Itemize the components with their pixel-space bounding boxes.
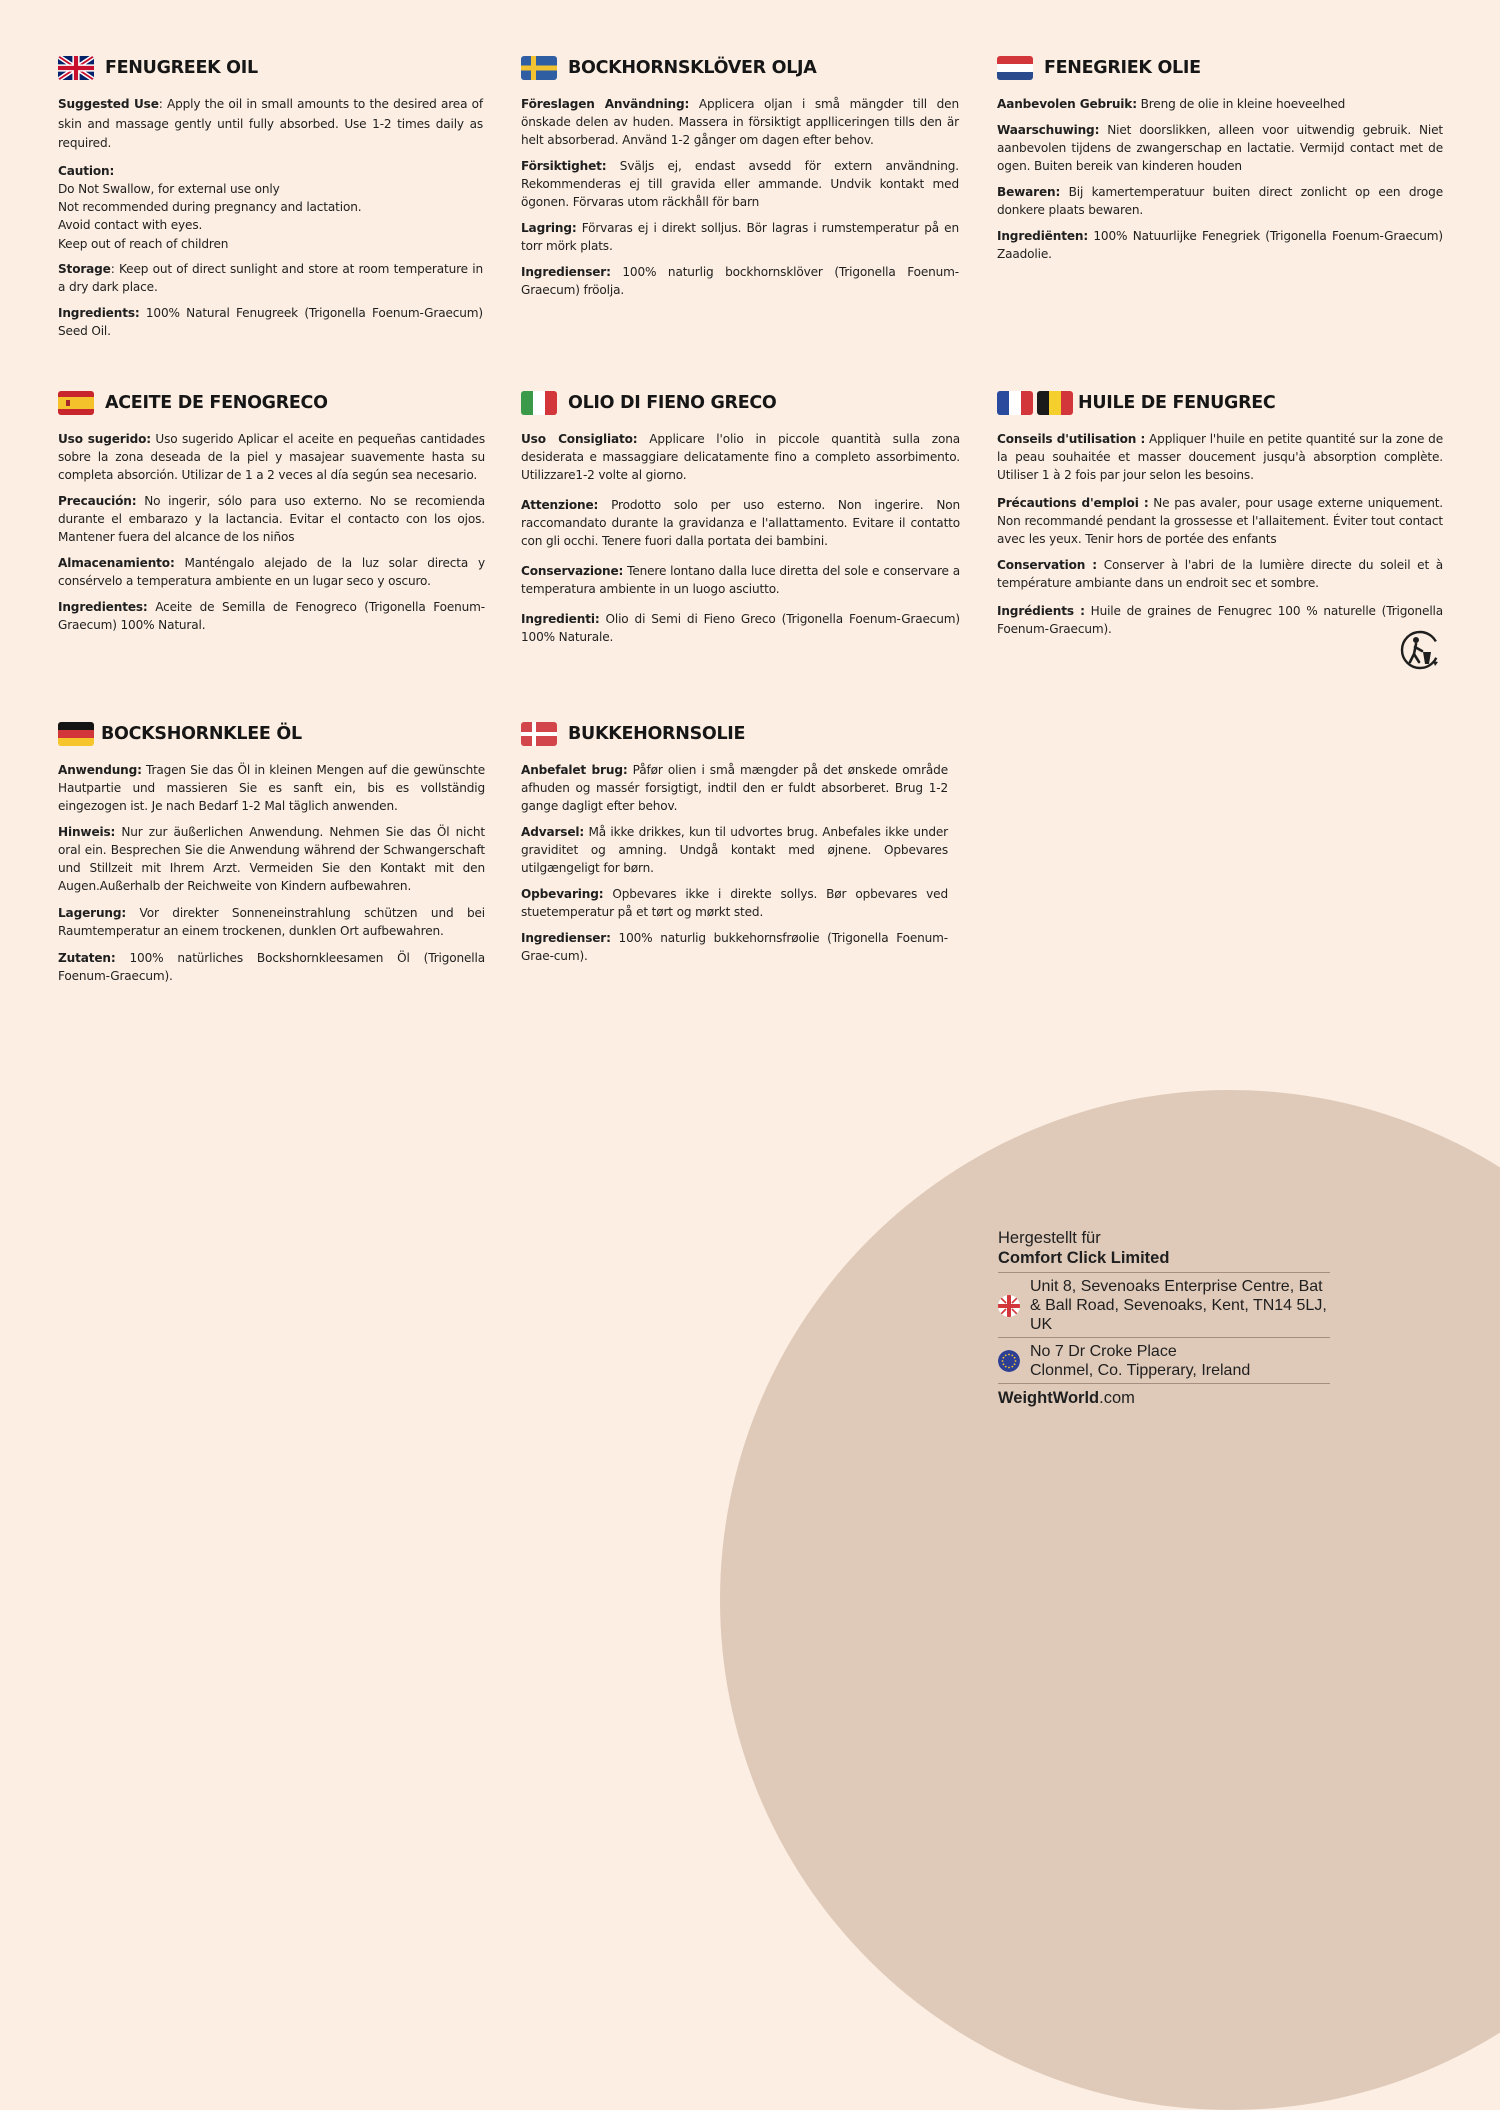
eu-address: No 7 Dr Croke Place Clonmel, Co. Tipperary, Ireland [1030, 1343, 1251, 1379]
section-german [58, 719, 485, 993]
storage-paragraph: Storage: Keep out of direct sunlight and store at room temperature in a dry dark place. [58, 261, 483, 294]
storage-paragraph: Opbevaring: Opbevares ikke i direkte sollys. Bør opbevares ved stuetemperatur på et tørt og mørkt sted. [521, 887, 948, 919]
uk-flag-icon [998, 1295, 1020, 1317]
section-danish [521, 719, 948, 973]
manufacturer-heading: Hergestellt für [998, 1229, 1101, 1247]
germany-flag-icon [58, 722, 94, 746]
section-italian [521, 388, 960, 654]
caution-paragraph: Hinweis: Nur zur äußerlichen Anwendung. Nehmen Sie das Öl nicht oral ein. Besprechen Sie die Anwendung während der Schwangerschaft und Stillzeit mit Ihrem Arzt. Vermeiden Sie den Kontakt mit den Augen.Außerhalb der Reichweite von Kindern aufbewahren. [58, 825, 485, 893]
storage-paragraph: Conservazione: Tenere lontano dalla luce diretta del sole e conservare a temperatura ambiente in un luogo asciutto. [521, 564, 960, 596]
caution-line: Not recommended during pregnancy and lactation. [58, 200, 362, 215]
storage-paragraph: Conservation : Conserver à l'abri de la lumière directe du soleil et à température ambiante dans un endroit sec et sombre. [997, 558, 1443, 590]
spain-flag-icon [58, 391, 94, 415]
manufacturer-company: Comfort Click Limited [998, 1249, 1170, 1267]
section-dutch [997, 53, 1443, 271]
italy-flag-icon [521, 391, 557, 415]
ingredients-paragraph: Ingredienti: Olio di Semi di Fieno Greco (Trigonella Foenum-Graecum) 100% Naturale. [521, 612, 960, 644]
ingredients-paragraph: Ingredienser: 100% naturlig bukkehornsfrøolie (Trigonella Foenum-Grae-cum). [521, 931, 948, 963]
section-swedish [521, 53, 959, 307]
eu-flag-icon [998, 1350, 1020, 1372]
ingredients-paragraph: Zutaten: 100% natürliches Bockshornkleesamen Öl (Trigonella Foenum-Graecum). [58, 951, 485, 983]
suggested-use-paragraph: Anwendung: Tragen Sie das Öl in kleinen Mengen auf die gewünschte Hautpartie und massieren Sie es sanft ein, bis es vollständig eingezogen ist. Je nach Bedarf 1-2 Mal täglich anwenden. [58, 763, 485, 813]
belgium-flag-icon [1037, 391, 1073, 415]
section-title: BOCKHORNSKLÖVER OLJA [568, 58, 817, 78]
section-header [58, 388, 485, 418]
caution-paragraph: Waarschuwing: Niet doorslikken, alleen voor uitwendig gebruik. Niet aanbevolen tijdens de zwangerschap en lactatie. Vermijd contact met de ogen. Buiten bereik van kinderen houden [997, 123, 1443, 173]
section-header [521, 719, 948, 749]
caution-line: Avoid contact with eyes. [58, 218, 203, 233]
section-header [521, 53, 959, 83]
section-spanish [58, 388, 485, 642]
ingredients-paragraph: Ingrédients : Huile de graines de Fenugrec 100 % naturelle (Trigonella Foenum-Graecum). [997, 604, 1444, 636]
uk-address: Unit 8, Sevenoaks Enterprise Centre, Bat & Ball Road, Sevenoaks, Kent, TN14 5LJ, UK [1030, 1278, 1327, 1333]
eu-address-row [998, 1337, 1330, 1383]
suggested-use-paragraph: Conseils d'utilisation : Appliquer l'huile en petite quantité sur la zone de la peau souhaitée et masser doucement jusqu'à absorption complète. Utiliser 1 à 2 fois par jour selon les besoins. [997, 432, 1443, 482]
manufacturer-block [998, 1229, 1330, 1408]
section-header [997, 53, 1443, 83]
ingredients-paragraph: Ingrediënten: 100% Natuurlijke Fenegriek (Trigonella Foenum-Graecum) Zaadolie. [997, 229, 1443, 261]
section-header [58, 53, 483, 83]
section-title: ACEITE DE FENOGRECO [105, 393, 328, 413]
website: WeightWorld.com [998, 1383, 1330, 1408]
section-title: OLIO DI FIENO GRECO [568, 393, 777, 413]
section-title: HUILE DE FENUGREC [1078, 393, 1276, 413]
caution-paragraph: Försiktighet: Sväljs ej, endast avsedd för extern användning. Rekommenderas ej till gravida eller ammande. Undvik kontakt med ögonen. Förvaras utom räckhåll för barn [521, 159, 959, 209]
caution-paragraph: Precaución: No ingerir, sólo para uso externo. No se recomienda durante el embarazo y la lactancia. Evitar el contacto con los ojos. Mantener fuera del alcance de los niños [58, 494, 485, 544]
storage-paragraph: Lagerung: Vor direkter Sonneneinstrahlung schützen und bei Raumtemperatur an einem trockenen, dunklen Ort aufbewahren. [58, 906, 485, 938]
storage-paragraph: Bewaren: Bij kamertemperatuur buiten direct zonlicht op een droge donkere plaats bewaren. [997, 185, 1443, 217]
section-header [521, 388, 960, 418]
suggested-use-paragraph: Anbefalet brug: Påfør olien i små mængder på det ønskede område afhuden og massér forsigtigt, indtil den er fuldt absorberet. Brug 1-2 gange dagligt efter behov. [521, 763, 948, 813]
suggested-use-paragraph: Aanbevolen Gebruik: Breng de olie in kleine hoeveelhed [997, 97, 1346, 111]
france-flag-icon [997, 391, 1033, 415]
uk-flag-icon [58, 56, 94, 80]
ingredients-paragraph: Ingredientes: Aceite de Semilla de Fenogreco (Trigonella Foenum-Graecum) 100% Natural. [58, 600, 485, 632]
storage-paragraph: Almacenamiento: Manténgalo alejado de la luz solar directa y consérvelo a temperatura ambiente en un lugar seco y oscuro. [58, 556, 485, 588]
caution-paragraph: Précautions d'emploi : Ne pas avaler, pour usage externe uniquement. Non recommandé pendant la grossesse et l'allaitement. Éviter tout contact avec les yeux. Tenir hors de portée des enfants [997, 496, 1443, 546]
ingredients-paragraph: Ingredienser: 100% naturlig bockhornsklöver (Trigonella Foenum-Graecum) fröolja. [521, 265, 959, 297]
caution-block: Caution: Do Not Swallow, for external use only Not recommended during pregnancy and lactation. Avoid contact with eyes. Keep out of reach of children [58, 162, 483, 253]
section-title: FENUGREEK OIL [105, 58, 258, 78]
suggested-use-paragraph: Uso Consigliato: Applicare l'olio in piccole quantità sulla zona desiderata e massaggiare delicatamente fino a completo assorbimento. Utilizzare1-2 volte al giorno. [521, 432, 961, 482]
section-title: BUKKEHORNSOLIE [568, 724, 746, 744]
section-header [997, 388, 1443, 418]
uk-address-row [998, 1272, 1330, 1337]
caution-line: Do Not Swallow, for external use only [58, 181, 280, 196]
suggested-use-paragraph: Suggested Use: Apply the oil in small amounts to the desired area of skin and massage gently until fully absorbed. Use 1-2 times daily as required. [58, 97, 484, 150]
section-title: FENEGRIEK OLIE [1044, 58, 1201, 78]
netherlands-flag-icon [997, 56, 1033, 80]
caution-line: Keep out of reach of children [58, 236, 229, 251]
section-header [58, 719, 485, 749]
section-title: BOCKSHORNKLEE ÖL [101, 724, 302, 744]
storage-paragraph: Lagring: Förvaras ej i direkt solljus. Bör lagras i rumstemperatur på en torr mörk plats. [521, 221, 959, 253]
recycle-bin-icon [1398, 630, 1442, 670]
sweden-flag-icon [521, 56, 557, 80]
suggested-use-paragraph: Föreslagen Användning: Applicera oljan i små mängder till den önskade delen av huden. Massera in försiktigt applliceringen tills den är helt absorberad. Använd 1-2 gånger om dagen efter behov. [521, 97, 959, 147]
denmark-flag-icon [521, 722, 557, 746]
suggested-use-paragraph: Uso sugerido: Uso sugerido Aplicar el aceite en pequeñas cantidades sobre la zona deseada de la piel y masajear suavemente hasta su completa absorción. Utilizar de 1 a 2 veces al día según sea necesario. [58, 432, 485, 482]
caution-paragraph: Advarsel: Må ikke drikkes, kun til udvortes brug. Anbefales ikke under graviditet og amning. Undgå kontakt med øjnene. Opbevares utilgængeligt for børn. [521, 825, 948, 875]
section-french [997, 388, 1443, 646]
caution-paragraph: Attenzione: Prodotto solo per uso esterno. Non ingerire. Non raccomandato durante la gravidanza e l'allattamento. Evitare il contatto con gli occhi. Tenere fuori dalla portata dei bambini. [521, 498, 960, 548]
section-english [58, 53, 483, 348]
ingredients-paragraph: Ingredients: 100% Natural Fenugreek (Trigonella Foenum-Graecum) Seed Oil. [58, 305, 483, 338]
